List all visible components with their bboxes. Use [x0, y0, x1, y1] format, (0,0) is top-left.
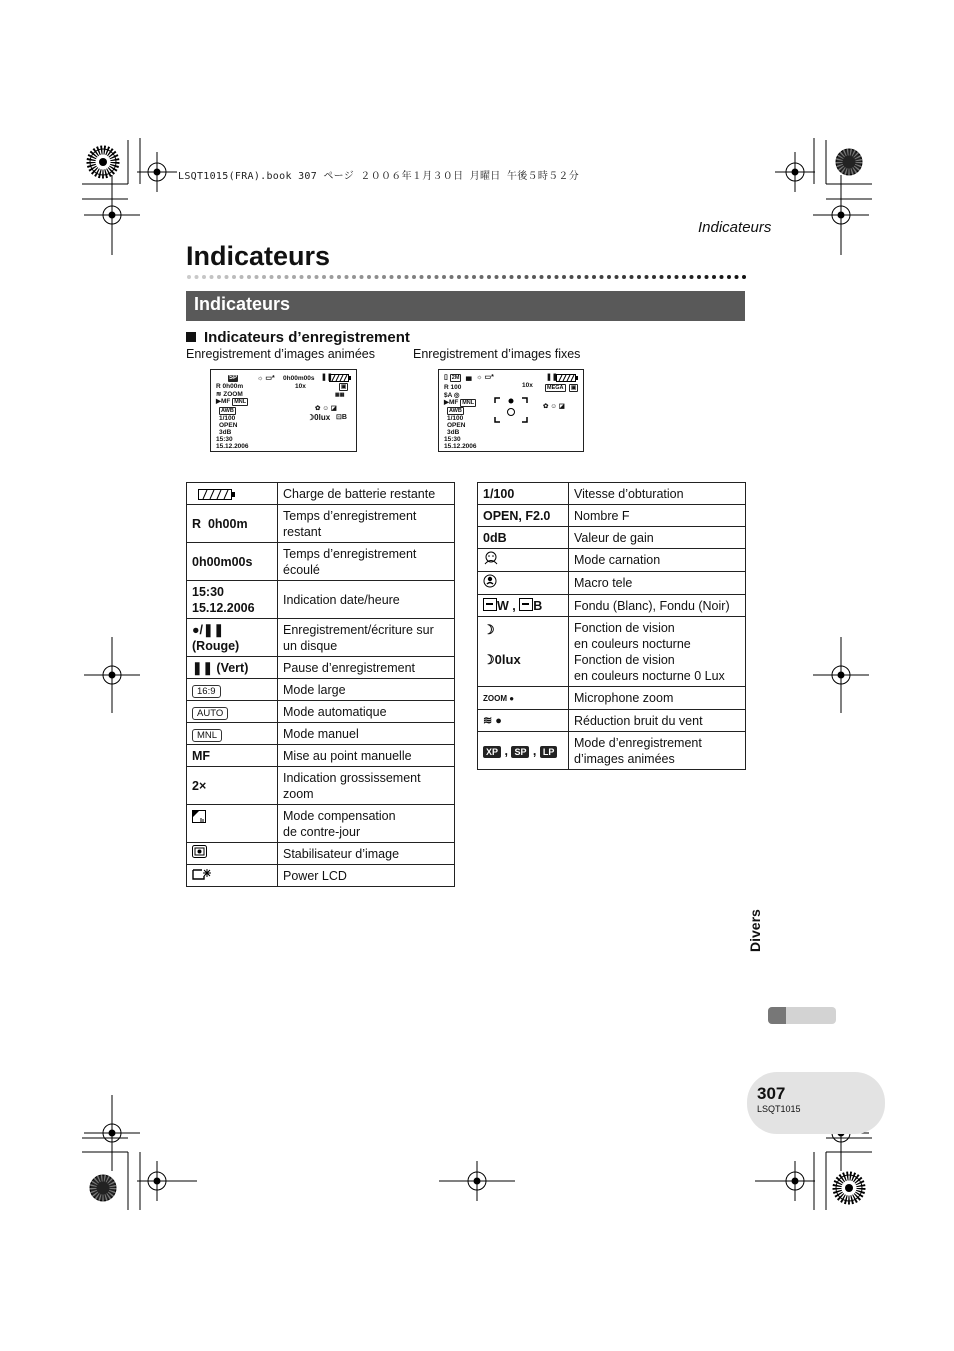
macro-skin-backlight-icons: ✿ ☺ ◪ — [543, 403, 565, 410]
pause-icon: ❚❚ — [546, 374, 558, 381]
table-row: 2× Indication grossissement zoom — [187, 767, 455, 805]
table-row: ☽ ☽0lux Fonction de vision en couleurs nocturne Fonction de vision en couleurs nocturne 0 Lux — [478, 617, 746, 687]
shutter-readout: 1/100 — [447, 415, 464, 422]
still-recording-screen — [438, 369, 584, 452]
table-row: 0dB Valeur de gain — [478, 527, 746, 549]
battery-icon — [556, 374, 578, 382]
table-row: Charge de batterie restante — [187, 483, 455, 505]
shutter-readout: 1/100 — [219, 415, 236, 422]
table-row: W , B Fondu (Blanc), Fondu (Noir) — [478, 595, 746, 617]
table-row: MF Mise au point manuelle — [187, 745, 455, 767]
date-readout: 15.12.2006 — [444, 443, 477, 450]
table-row: XP , SP , LP Mode d’enregistrement d’images animées — [478, 732, 746, 770]
pause-icon: ❚❚ — [321, 374, 333, 381]
page-code: LSQT1015 — [757, 1104, 801, 1114]
square-bullet-icon — [186, 332, 196, 342]
time-readout: 15:30 — [216, 436, 233, 443]
print-info: LSQT1015(FRA).book 307 ページ ２００６年１月３０日 月曜日 午後５時５２分 — [178, 171, 580, 182]
side-tab-bar — [768, 1007, 836, 1024]
table-row: Mode compensation de contre-jour — [187, 805, 455, 843]
wind-cut-icon: ≋ ● — [483, 715, 502, 727]
table-row: Mode carnation — [478, 549, 746, 572]
night-vision-0lux-icon: ☽0lux — [483, 652, 521, 667]
table-row: OPEN, F2.0 Nombre F — [478, 505, 746, 527]
night-vision-icon: ☽ — [483, 622, 495, 637]
gain-readout: 3dB — [219, 429, 232, 436]
remaining-pictures: R 100 — [444, 384, 462, 391]
table-row: ●/❚❚ (Rouge) Enregistrement/écriture sur un disque — [187, 619, 455, 657]
gain-readout: 3dB — [447, 429, 460, 436]
table-row: ≋ ● Réduction bruit du vent — [478, 710, 746, 732]
zoom-readout: 10x — [522, 382, 533, 389]
table-row: 0h00m00s Temps d’enregistrement écoulé — [187, 543, 455, 581]
table-row: Macro tele — [478, 572, 746, 595]
auto-mode-badge: AUTO — [192, 707, 228, 720]
scene-icon: ▦▦ — [335, 392, 345, 398]
table-row: MNL Mode manuel — [187, 723, 455, 745]
power-lcd-icon — [192, 867, 212, 880]
table-row: 15:30 15.12.2006 Indication date/heure — [187, 581, 455, 619]
table-row: R 0h00m Temps d’enregistrement restant — [187, 505, 455, 543]
sp-mode-badge: SP — [511, 746, 529, 758]
stabilizer-icon: ▣ — [341, 384, 347, 390]
table-row: ❚❚ (Vert) Pause d’enregistrement — [187, 657, 455, 679]
rec-mode-badge: SP — [229, 375, 238, 381]
zoom-mic-icon: ZOOM ● — [483, 694, 515, 703]
manual-focus: ▶MF MNL — [444, 399, 475, 406]
night-vision-icon: ☽0lux — [307, 413, 331, 422]
page-number: 307 — [757, 1084, 786, 1103]
manual-mode-badge: MNL — [192, 729, 222, 742]
side-tab-label: Divers — [747, 909, 763, 952]
skin-mode-icon — [483, 551, 499, 565]
xp-mode-badge: XP — [483, 746, 501, 758]
manual-focus: ▶MF MNL — [216, 398, 247, 405]
time-readout: 15:30 — [444, 436, 461, 443]
wide-mode-badge: 16:9 — [192, 685, 221, 698]
indicator-table-left — [186, 482, 455, 887]
elapsed-time: 0h00m00s — [283, 375, 315, 382]
macro-icon — [483, 574, 497, 588]
awb-badge: AWB — [221, 408, 234, 414]
fade-white-icon — [483, 598, 497, 611]
macro-skin-backlight-icons: ✿ ☺ ◪ — [315, 405, 337, 412]
focus-frame — [494, 397, 528, 423]
table-row: AUTO Mode automatique — [187, 701, 455, 723]
fade-icon: ⊡B — [336, 414, 347, 421]
lcd-icon: ☼ ▭* — [257, 375, 275, 382]
stabilizer-icon — [192, 845, 207, 858]
table-row: Power LCD — [187, 865, 455, 887]
table-row: Stabilisateur d’image — [187, 843, 455, 865]
caption-movie: Enregistrement d’images animées — [186, 347, 375, 361]
zoom-readout: 10x — [295, 383, 306, 390]
awb-badge: AWB — [449, 408, 462, 414]
remaining-time: R 0h00m — [216, 383, 244, 390]
flash-icon: $A ◎ — [444, 392, 460, 399]
card-quality-icons: ▯ 2M ▗▖ ☼ ▭* — [444, 374, 494, 381]
title-dotted-rule — [186, 273, 746, 281]
running-head: Indicateurs — [698, 219, 772, 236]
date-readout: 15.12.2006 — [216, 443, 249, 450]
table-row: 16:9 Mode large — [187, 679, 455, 701]
section-heading: Indicateurs — [186, 291, 745, 321]
table-row: ZOOM ● Microphone zoom — [478, 687, 746, 710]
lp-mode-badge: LP — [540, 746, 558, 758]
subsection-heading: Indicateurs d’enregistrement — [186, 329, 410, 346]
caption-still: Enregistrement d’images fixes — [413, 347, 581, 361]
fade-black-icon — [519, 598, 533, 611]
mega-ois-badge: MEGA — [547, 385, 564, 391]
wind-mic-icon: ≋ ZOOM — [216, 391, 243, 398]
stabilizer-icon: ▣ — [571, 385, 577, 391]
iris-readout: OPEN — [447, 422, 466, 429]
battery-icon — [329, 374, 351, 382]
battery-icon — [198, 489, 236, 500]
backlight-icon — [192, 810, 206, 823]
iris-readout: OPEN — [219, 422, 238, 429]
indicator-table-right — [477, 482, 746, 770]
page-title: Indicateurs — [186, 241, 331, 271]
movie-recording-screen — [210, 369, 357, 452]
table-row: 1/100 Vitesse d’obturation — [478, 483, 746, 505]
